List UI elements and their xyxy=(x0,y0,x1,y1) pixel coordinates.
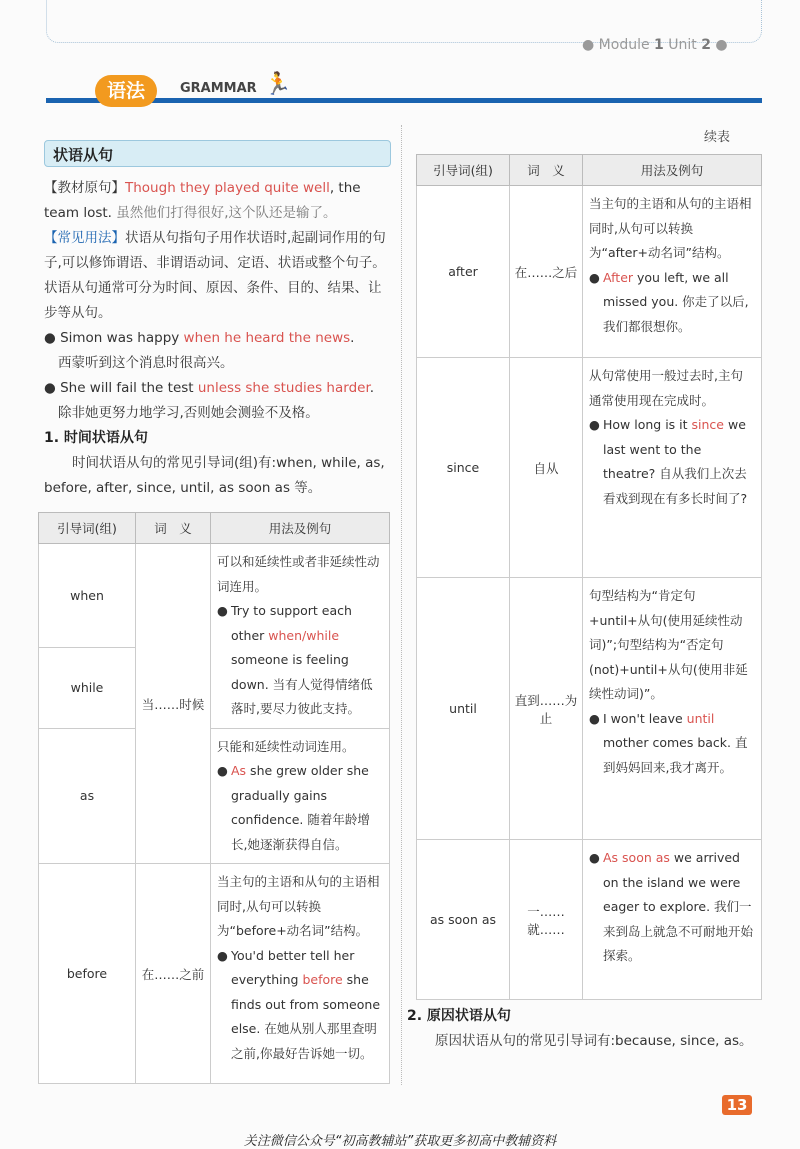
page-number: 13 xyxy=(722,1095,752,1115)
grammar-title: GRAMMAR xyxy=(176,81,261,96)
col-header-usage: 用法及例句 xyxy=(211,513,390,544)
continued-table xyxy=(416,154,762,1000)
section-title-box xyxy=(44,140,391,167)
word-cell: when xyxy=(39,544,136,648)
usage-cell: 句型结构为“肯定句+until+从句(使用延续性动词)”;句型结构为“否定句(not)+until+从句(使用非延续性动词)”。 ● I won't leave until mother comes back. 直到妈妈回来,我才离开。 xyxy=(583,578,762,840)
usage-cell: 可以和延续性或者非延续性动词连用。 ● Try to support each other when/while someone is feeling down. 当有人觉得情绪低落时,要尽力彼此支持。 xyxy=(211,544,390,729)
col-header-word: 引导词(组) xyxy=(39,513,136,544)
word-cell: while xyxy=(39,648,136,728)
usage-cell: 当主句的主语和从句的主语相同时,从句可以转换为“before+动名词”结构。 ● You'd better tell her everything before she finds out from someone else. 在她从别人那里查明之前,你最好告诉她一切。 xyxy=(211,864,390,1084)
left-text-block xyxy=(44,176,392,501)
footer-note: 关注微信公众号“初高教辅站”获取更多初高中教辅资料 xyxy=(243,1134,557,1149)
table-row xyxy=(417,578,762,840)
time-clause-table xyxy=(38,512,390,1084)
time-clause-intro: 时间状语从句的常见引导词(组)有:when, while, as, before, after, since, until, as soon as 等。 xyxy=(44,455,385,496)
reason-clause-title: 2. 原因状语从句 xyxy=(407,1008,511,1024)
example-1: ● Simon was happy when he heard the news. xyxy=(44,330,355,346)
word-cell: since xyxy=(417,358,510,578)
section-title: 状语从句 xyxy=(53,146,114,164)
reason-clause-intro: 原因状语从句的常见引导词有:because, since, as。 xyxy=(435,1033,753,1049)
grammar-badge: 语法 xyxy=(95,75,157,107)
usage-cell: 只能和延续性动词连用。 ● As she grew older she gradually gains confidence. 随着年龄增长,她逐渐获得自信。 xyxy=(211,728,390,864)
table-row xyxy=(417,840,762,1000)
example-1-translation: 西蒙听到这个消息时很高兴。 xyxy=(58,355,234,371)
example-2: ● She will fail the test unless she studies harder. xyxy=(44,380,375,396)
col-header-usage: 用法及例句 xyxy=(583,155,762,186)
word-cell: as soon as xyxy=(417,840,510,1000)
usage-paragraph: 【常见用法】状语从句指句子用作状语时,起副词作用的句子,可以修饰谓语、非谓语动词、定语、状语或整个句子。状语从句通常可分为时间、原因、条件、目的、结果、让步等从句。 xyxy=(44,230,386,321)
word-cell: before xyxy=(39,864,136,1084)
word-cell: until xyxy=(417,578,510,840)
word-cell: after xyxy=(417,186,510,358)
column-divider xyxy=(401,125,403,1085)
table-row xyxy=(39,728,390,864)
module-unit-label: ● Module 1 Unit 2 ● xyxy=(582,37,728,53)
reason-clause-block xyxy=(407,1004,753,1054)
meaning-cell: 在……之后 xyxy=(510,186,583,358)
meaning-cell: 自从 xyxy=(510,358,583,578)
time-clause-title: 1. 时间状语从句 xyxy=(44,430,148,446)
meaning-cell: 直到……为止 xyxy=(510,578,583,840)
table-row xyxy=(417,186,762,358)
meaning-cell: 当……时候 xyxy=(136,544,211,864)
table-row xyxy=(417,358,762,578)
meaning-cell: 在……之前 xyxy=(136,864,211,1084)
runner-icon: 🏃 xyxy=(264,72,292,97)
example-2-translation: 除非她更努力地学习,否则她会测验不及格。 xyxy=(58,405,319,421)
col-header-word: 引导词(组) xyxy=(417,155,510,186)
col-header-meaning: 词 义 xyxy=(510,155,583,186)
usage-cell: 当主句的主语和从句的主语相同时,从句可以转换为“after+动名词”结构。 ● After you left, we all missed you. 你走了以后,我们都很想你。 xyxy=(583,186,762,358)
table-row xyxy=(39,544,390,648)
usage-cell: ● As soon as we arrived on the island we were eager to explore. 我们一来到岛上就急不可耐地开始探索。 xyxy=(583,840,762,1000)
col-header-meaning: 词 义 xyxy=(136,513,211,544)
word-cell: as xyxy=(39,728,136,864)
usage-cell: 从句常使用一般过去时,主句通常使用现在完成时。 ● How long is it since we last went to the theatre? 自从我们上次去看戏到现在有多长时间了? xyxy=(583,358,762,578)
continued-label: 续表 xyxy=(704,130,731,145)
meaning-cell: 一……就…… xyxy=(510,840,583,1000)
table-row xyxy=(39,864,390,1084)
source-sentence: 【教材原句】Though they played quite well, the team lost. 虽然他们打得很好,这个队还是输了。 xyxy=(44,180,361,221)
